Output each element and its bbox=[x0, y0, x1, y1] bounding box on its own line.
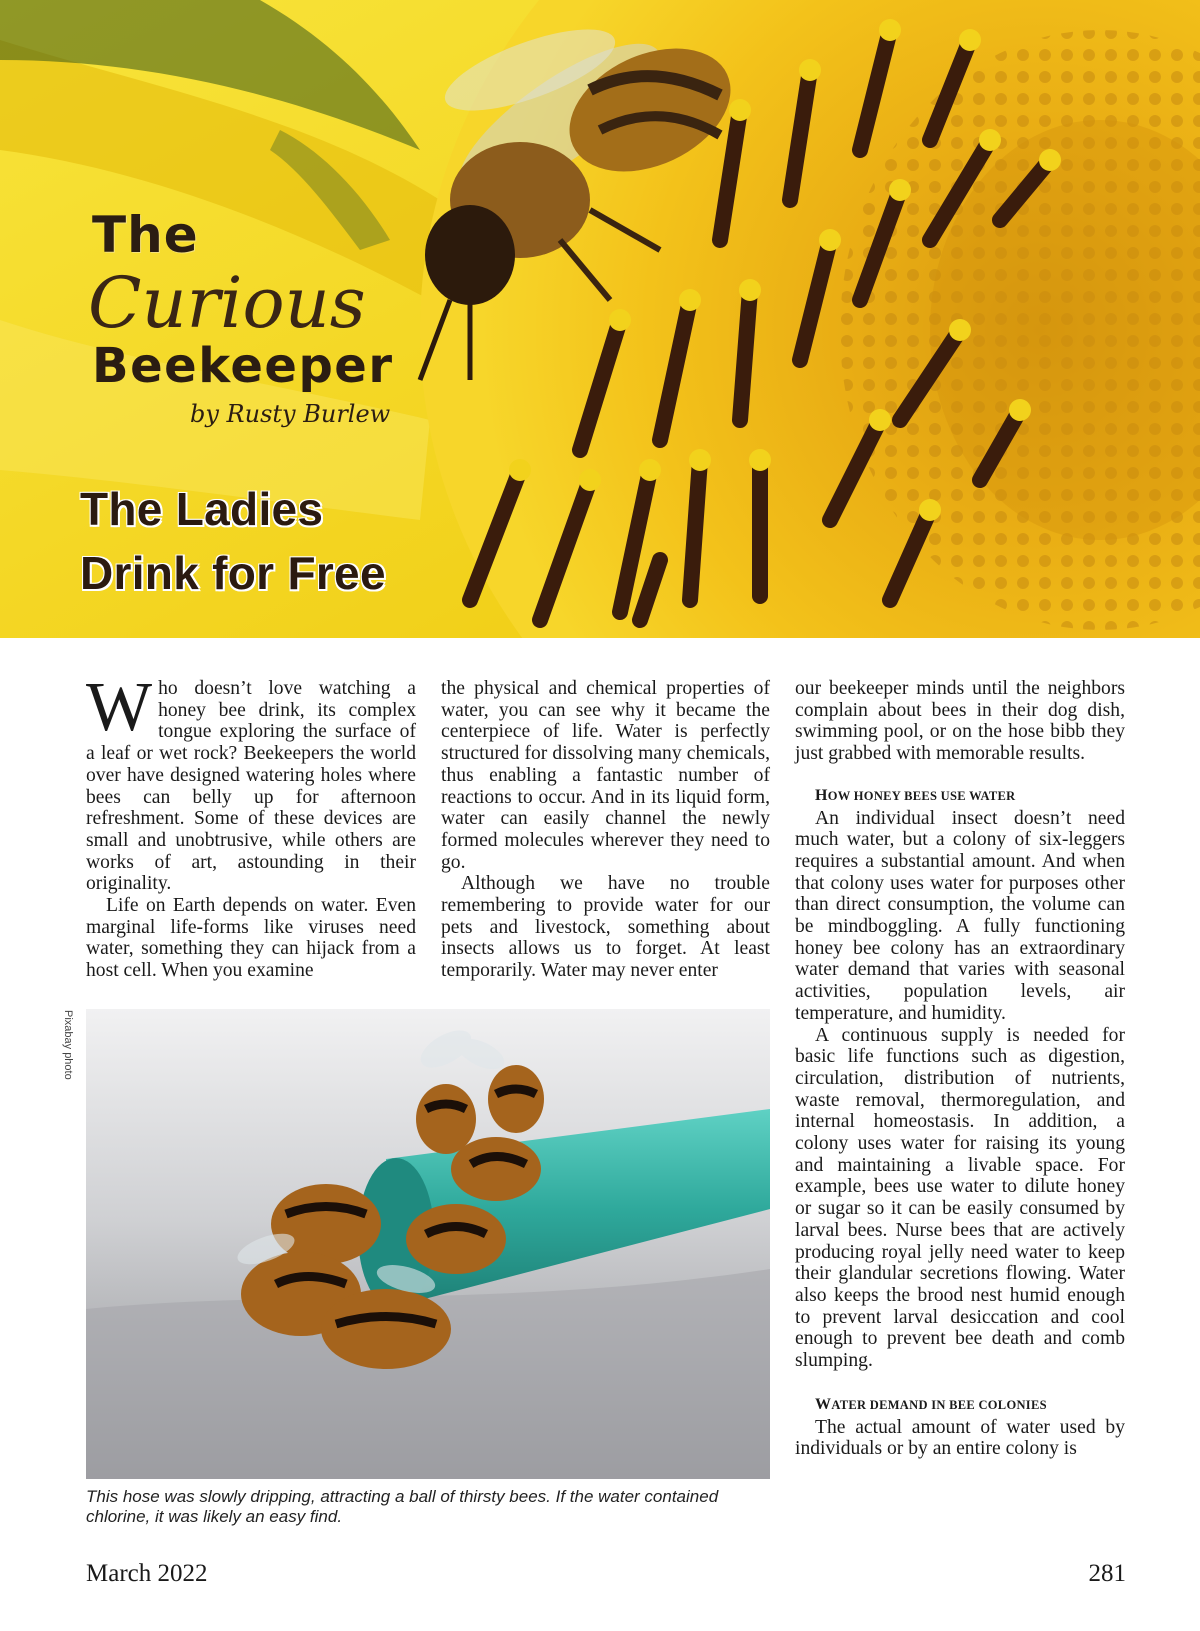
article-column-1 bbox=[86, 669, 416, 982]
article-column-2 bbox=[441, 678, 770, 982]
page-number: 281 bbox=[1088, 1560, 1126, 1587]
headline-line-1: The Ladies bbox=[80, 483, 324, 535]
masthead-curious: Curious bbox=[88, 262, 366, 344]
masthead-beekeeper: Beekeeper bbox=[92, 338, 394, 394]
paragraph: our beekeeper minds until the neighbors complain about bees in their dog dish, swimming pool, or on the hose bibb they just grabbed with memorable results. bbox=[795, 678, 1125, 765]
paragraph: An individual insect doesn’t need much water, but a colony of six-leggers requires a substantial amount. And when that colony uses water for purposes other than direct consumption, the volume can be mindboggling. A fully functioning honey bee colony has an extraordinary water demand that varies with seasonal activities, population levels, air temperature, and humidity. bbox=[795, 807, 1125, 1024]
drop-cap: W bbox=[86, 669, 153, 746]
section-heading-water-use: HOW HONEY BEES USE WATER bbox=[815, 786, 1016, 804]
paragraph: A continuous supply is needed for basic life functions such as digestion, circulation, distribution of nutrients, waste removal, thermoregulation, and internal homeostasis. In addition, a colony uses water for raising its young and maintaining a livable space. For example, bees use water to dilute honey or sugar so it can be easily consumed by larval bees. Nurse bees that are actively producing royal jelly need water to keep their glandular secretions flowing. Water also keeps the brood nest humid enough to prevent larval desiccation and cool enough to prevent bee death and comb slumping. bbox=[795, 1024, 1125, 1372]
paragraph: Although we have no trouble remembering to provide water for our pets and livestock, something about insects allows us to forget. At least temporarily. Water may never enter bbox=[441, 873, 770, 982]
photo-caption: This hose was slowly dripping, attracting a ball of thirsty bees. If the water contained chlorine, it was likely an easy find. bbox=[86, 1487, 719, 1526]
masthead-the: The bbox=[92, 206, 199, 264]
photo-credit: Pixabay photo bbox=[62, 1010, 74, 1080]
intro-text: ho doesn’t love watching a honey bee drink, its complex tongue exploring the surface of a leaf or wet rock? Beekeepers the world over have designed watering holes where bees can belly up for afternoon refreshment. Some of these devices are small and unobtrusive, while others are works of art, astounding in their originality. bbox=[86, 678, 416, 895]
byline: by Rusty Burlew bbox=[190, 400, 391, 428]
paragraph: The actual amount of water used by individuals or by an entire colony is bbox=[795, 1416, 1125, 1460]
hero-image bbox=[0, 0, 1200, 638]
intro-paragraph bbox=[86, 669, 416, 895]
issue-date: March 2022 bbox=[86, 1560, 208, 1587]
bees-on-hose-photo bbox=[86, 1009, 770, 1479]
section-heading-water-demand: WATER DEMAND IN BEE COLONIES bbox=[815, 1395, 1047, 1413]
article-column-3 bbox=[795, 678, 1125, 1460]
paragraph: the physical and chemical properties of water, you can see why it became the centerpiece of life. Water is perfectly structured for dissolving many chemicals, thus enabling a fantastic number of reactions to occur. And in its liquid form, water can easily channel the newly formed molecules wherever they need to go. bbox=[441, 678, 770, 873]
paragraph: Life on Earth depends on water. Even marginal life-forms like viruses need water, something they can hijack from a host cell. When you examine bbox=[86, 895, 416, 982]
headline-line-2: Drink for Free bbox=[80, 547, 386, 599]
